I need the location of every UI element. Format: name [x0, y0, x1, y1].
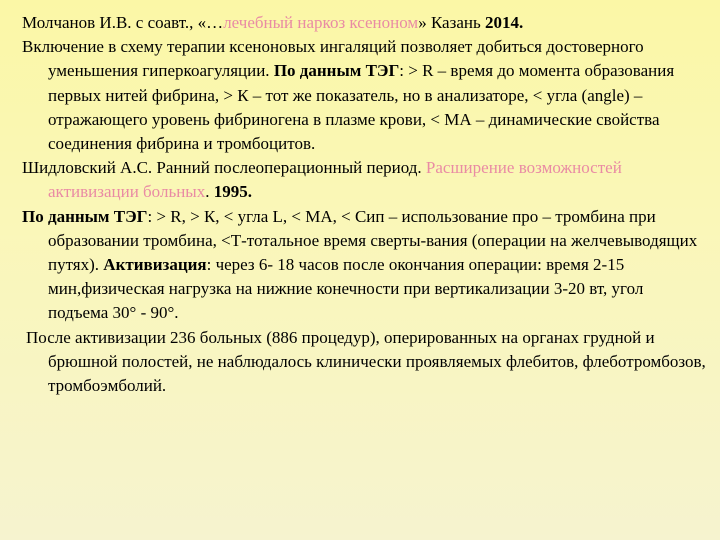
reference-molchanov — [22, 11, 707, 35]
teg-heading: По данным ТЭГ — [273, 61, 400, 81]
activation-heading: Активизация — [103, 255, 207, 275]
teg-heading: По данным ТЭГ — [22, 206, 148, 226]
reference-title-link[interactable]: лечебный наркоз ксеноном — [223, 13, 419, 32]
paragraph-text: : через 6- 18 часов после окончания операции: время 2-15 мин,физическая нагрузка на нижние конечности при вертикализации 3-20 вт, угол подъема 30° - 90°. — [48, 255, 644, 323]
reference-shidlovsky — [22, 156, 707, 204]
reference-year: 1995. — [213, 182, 252, 202]
paragraph-results — [22, 326, 707, 399]
reference-authors: Молчанов И.В. с соавт., «… — [22, 13, 224, 32]
reference-authors: Шидловский А.С. Ранний послеоперационный период. — [22, 158, 426, 178]
reference-place: » Казань — [418, 13, 485, 32]
reference-title-link[interactable]: Расширение возможностей активизации больных — [48, 158, 622, 202]
paragraph-text: Включение в схему терапии ксеноновых ингаляций позволяет добиться достоверного уменьшения гиперкоагуляции. — [22, 37, 644, 81]
reference-punct: . — [205, 182, 214, 202]
reference-year: 2014. — [484, 13, 524, 32]
slide-content — [22, 11, 707, 398]
paragraph-xenon-therapy — [22, 35, 707, 156]
paragraph-text: : > R, > К, < угла L, < МА, < Сип – использование про – тромбина при образовании тромбина, <Т-тотальное время сверты-вания (операции на желчевыводящих путях). — [48, 206, 698, 275]
paragraph-text: После активизации 236 больных (886 процедур), оперированных на органах грудной и брюшной полостей, не наблюдалось клинически проявляемых флебитов, флеботромбозов, тромбоэмболий. — [26, 327, 706, 396]
paragraph-text: : > R – время до момента образования первых нитей фибрина, > К – тот же показатель, но в анализаторе, < угла (angle) – отражающего уровень фибриногена в плазме крови, < МА – динамические свойства соединения фибрина и тромбоцитов. — [48, 61, 675, 154]
paragraph-teg-activation — [22, 205, 707, 326]
